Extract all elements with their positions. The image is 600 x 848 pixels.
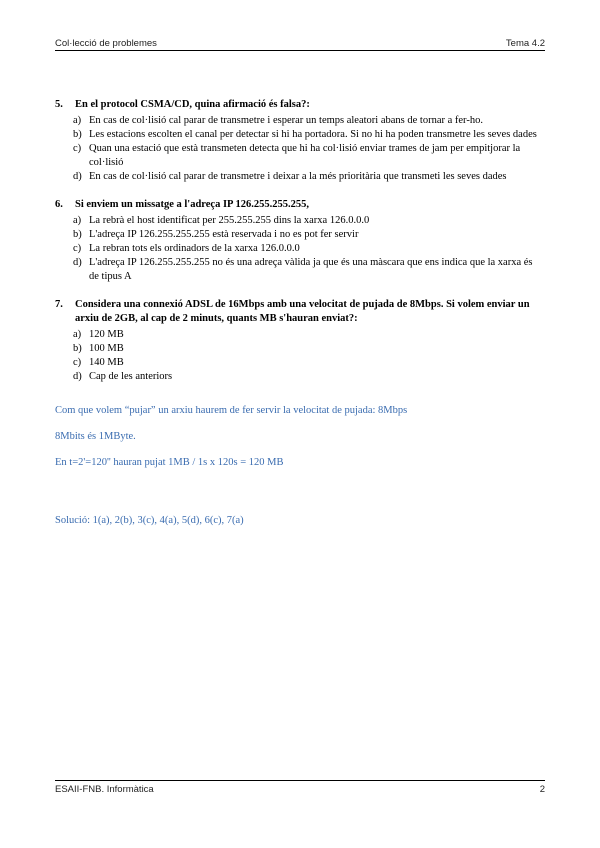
option-text: Cap de les anteriors (89, 371, 173, 382)
option-item (55, 342, 545, 356)
option-letter: d) (73, 371, 82, 382)
option-text: Quan una estació que està transmeten detecta que hi ha col·lisió enviar trames de jam per empitjorar la col·lisió (89, 143, 521, 168)
option-list (55, 328, 545, 384)
option-item (55, 170, 545, 184)
question-heading (55, 198, 545, 212)
option-text: La rebrà el host identificat per 255.255.255 dins la xarxa 126.0.0.0 (89, 215, 370, 226)
explanation-note: En t=2'=120'' hauran pujat 1MB / 1s x 120s = 120 MB (55, 457, 284, 468)
footer-divider (55, 780, 545, 781)
option-item (55, 142, 545, 170)
option-list (55, 214, 545, 284)
option-text: 100 MB (89, 343, 124, 354)
question-number: 7. (55, 299, 63, 310)
option-text: L'adreça IP 126.255.255.255 no és una adreça vàlida ja que és una màscara que ens indica que la xarxa és de tipus A (89, 257, 533, 282)
option-item (55, 370, 545, 384)
header-divider (55, 50, 545, 51)
option-letter: d) (73, 257, 82, 268)
footer-course: ESAII-FNB. Informàtica (55, 784, 154, 795)
option-item (55, 256, 545, 284)
explanation-note: Com que volem “pujar” un arxiu haurem de fer servir la velocitat de pujada: 8Mbps (55, 405, 408, 416)
explanation-note: 8Mbits és 1MByte. (55, 431, 136, 442)
option-item (55, 128, 545, 142)
option-text: En cas de col·lisió cal parar de transmetre i esperar un temps aleatori abans de tornar a fer-ho. (89, 115, 483, 126)
question-6 (55, 198, 545, 284)
question-text: En el protocol CSMA/CD, quina afirmació és falsa?: (75, 99, 310, 110)
question-heading (55, 298, 545, 326)
option-letter: c) (73, 357, 82, 368)
option-letter: c) (73, 243, 82, 254)
option-letter: b) (73, 229, 82, 240)
option-item (55, 242, 545, 256)
option-letter: c) (73, 143, 82, 154)
document-body (55, 98, 545, 540)
option-item (55, 356, 545, 370)
solution-line: Solució: 1(a), 2(b), 3(c), 4(a), 5(d), 6(c), 7(a) (55, 515, 244, 526)
header-section: Tema 4.2 (505, 38, 545, 49)
option-item (55, 328, 545, 342)
option-text: 140 MB (89, 357, 124, 368)
question-text: Considera una connexió ADSL de 16Mbps amb una velocitat de pujada de 8Mbps. Si volem enviar un arxiu de 2GB, al cap de 2 minuts, quants MB s'hauran enviat?: (75, 299, 530, 324)
question-5 (55, 98, 545, 184)
option-item (55, 228, 545, 242)
option-letter: a) (73, 329, 82, 340)
option-text: 120 MB (89, 329, 124, 340)
option-letter: b) (73, 343, 82, 354)
question-heading (55, 98, 545, 112)
page-number: 2 (539, 784, 545, 795)
option-item (55, 114, 545, 128)
option-text: La rebran tots els ordinadors de la xarxa 126.0.0.0 (89, 243, 300, 254)
question-7 (55, 298, 545, 384)
header-title: Col·lecció de problemes (55, 38, 157, 49)
option-letter: d) (73, 171, 82, 182)
question-text: Si enviem un missatge a l'adreça IP 126.255.255.255, (75, 199, 310, 210)
option-item (55, 214, 545, 228)
option-letter: b) (73, 129, 82, 140)
option-letter: a) (73, 215, 82, 226)
option-text: Les estacions escolten el canal per detectar si hi ha portadora. Si no hi ha poden transmetre les seves dades (89, 129, 537, 140)
question-number: 6. (55, 199, 63, 210)
option-text: En cas de col·lisió cal parar de transmetre i deixar a la més prioritària que transmeti les seves dades (89, 171, 507, 182)
question-number: 5. (55, 99, 63, 110)
option-letter: a) (73, 115, 82, 126)
option-list (55, 114, 545, 184)
option-text: L'adreça IP 126.255.255.255 està reservada i no es pot fer servir (89, 229, 359, 240)
